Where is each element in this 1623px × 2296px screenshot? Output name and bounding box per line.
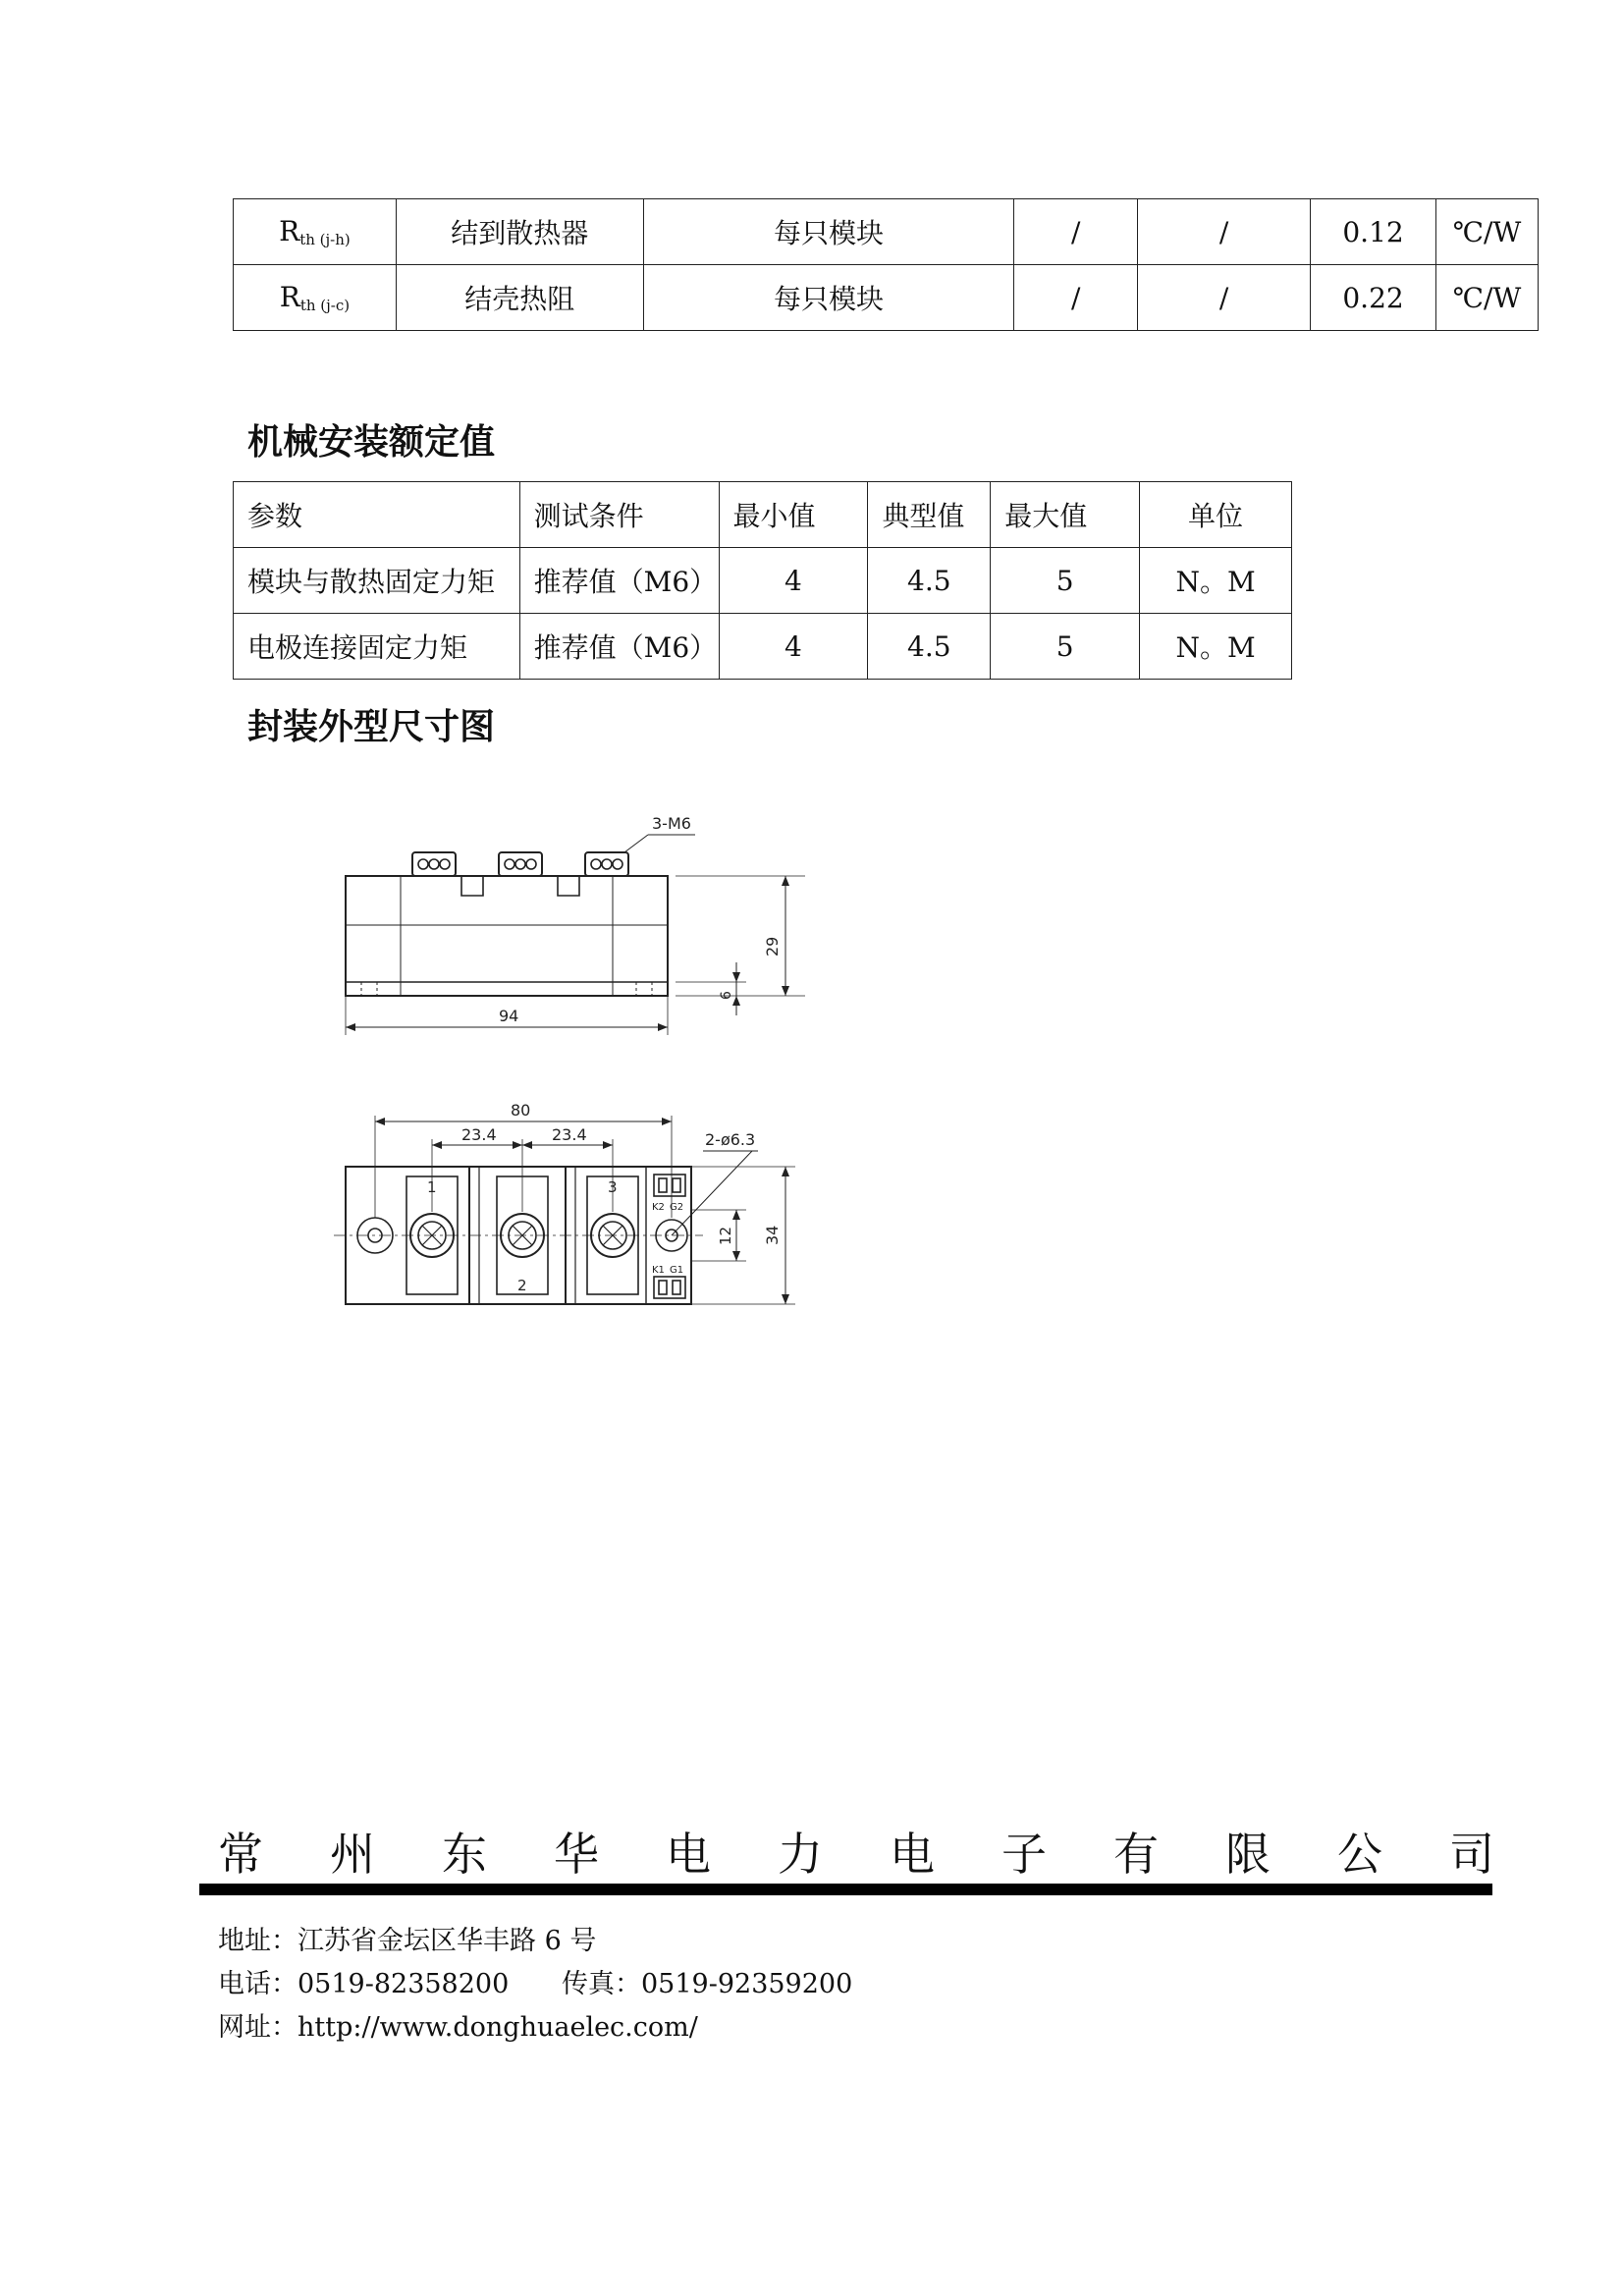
param-cell: 结到散热器 — [396, 199, 643, 265]
typ-cell: 4.5 — [868, 614, 991, 680]
width-label: 80 — [511, 1101, 531, 1120]
pitch-left-label: 23.4 — [461, 1125, 497, 1144]
typ-cell: 4.5 — [868, 548, 991, 614]
company-address: 地址：江苏省金坛区华丰路 6 号 — [218, 1926, 597, 1956]
condition-cell: 推荐值（M6） — [519, 614, 719, 680]
footer-divider — [199, 1884, 1492, 1895]
height-label: 29 — [763, 936, 782, 957]
param-cell: 模块与散热固定力矩 — [234, 548, 520, 614]
param-cell: 结壳热阻 — [396, 265, 643, 331]
table-row — [234, 614, 1292, 680]
max-cell: 0.12 — [1311, 199, 1436, 265]
min-cell: / — [1014, 265, 1138, 331]
typ-cell: / — [1138, 199, 1311, 265]
company-char: 州 — [330, 1828, 375, 1881]
company-char: 电 — [666, 1828, 711, 1881]
screw-terminal — [585, 852, 628, 876]
symbol-cell: Rth (j-h) — [234, 199, 397, 265]
unit-cell: ℃/W — [1436, 199, 1539, 265]
base-label: 6 — [719, 991, 734, 1000]
table-row — [234, 548, 1292, 614]
company-char: 电 — [890, 1828, 935, 1881]
max-cell: 5 — [991, 548, 1140, 614]
header-unit: 单位 — [1140, 482, 1292, 548]
condition-cell: 推荐值（M6） — [519, 548, 719, 614]
terminal-2-label: 2 — [517, 1277, 527, 1294]
symbol-cell: Rth (j-c) — [234, 265, 397, 331]
terminal-1-label: 1 — [427, 1178, 437, 1196]
aux-label-k2: K2 — [652, 1202, 665, 1213]
unit-cell: N。M — [1140, 548, 1292, 614]
typ-cell: / — [1138, 265, 1311, 331]
header-param: 参数 — [234, 482, 520, 548]
top-view — [334, 1101, 795, 1304]
screw-label: 3-M6 — [652, 814, 691, 833]
header-typ: 典型值 — [868, 482, 991, 548]
company-website: 网址：http://www.donghuaelec.com/ — [218, 2012, 698, 2043]
aux-label-g1: G1 — [670, 1265, 684, 1276]
condition-cell: 每只模块 — [643, 199, 1014, 265]
leader-line — [624, 835, 648, 852]
module-body — [346, 876, 668, 996]
hole-leader — [672, 1151, 752, 1235]
company-char: 子 — [1001, 1828, 1047, 1881]
mechanical-ratings-table — [233, 481, 1292, 680]
header-min: 最小值 — [719, 482, 868, 548]
side-view — [346, 814, 805, 1035]
max-cell: 0.22 — [1311, 265, 1436, 331]
company-fax: 传真：0519-92359200 — [562, 1969, 853, 1999]
company-char: 有 — [1113, 1828, 1159, 1881]
package-section-title: 封装外型尺寸图 — [247, 707, 496, 747]
screw-terminal — [412, 852, 456, 876]
table-header-row — [234, 482, 1292, 548]
terminal-3-label: 3 — [608, 1178, 618, 1196]
header-condition: 测试条件 — [519, 482, 719, 548]
min-cell: / — [1014, 199, 1138, 265]
min-cell: 4 — [719, 614, 868, 680]
length-label: 94 — [499, 1007, 519, 1025]
unit-cell: N。M — [1140, 614, 1292, 680]
table-row — [234, 265, 1539, 331]
pitch-right-label: 23.4 — [552, 1125, 587, 1144]
company-char: 公 — [1337, 1828, 1382, 1881]
aux-label-k1: K1 — [652, 1265, 665, 1276]
min-cell: 4 — [719, 548, 868, 614]
package-outline-drawing — [334, 805, 805, 1326]
depth-label: 34 — [763, 1225, 782, 1245]
company-phone: 电话：0519-82358200 — [218, 1969, 510, 1999]
company-name — [218, 1819, 1494, 1881]
mechanical-section-title: 机械安装额定值 — [247, 422, 496, 463]
aux-label-g2: G2 — [670, 1202, 684, 1213]
company-char: 司 — [1449, 1828, 1494, 1881]
unit-cell: ℃/W — [1436, 265, 1539, 331]
hole-label: 2-ø6.3 — [705, 1130, 756, 1149]
company-char: 限 — [1225, 1828, 1271, 1881]
top-notch-right — [558, 876, 579, 896]
screw-terminal — [499, 852, 542, 876]
max-cell: 5 — [991, 614, 1140, 680]
company-char: 东 — [442, 1828, 487, 1881]
top-notch-left — [461, 876, 483, 896]
header-max: 最大值 — [991, 482, 1140, 548]
table-row — [234, 199, 1539, 265]
company-char: 华 — [554, 1828, 599, 1881]
thermal-resistance-table — [233, 198, 1539, 331]
param-cell: 电极连接固定力矩 — [234, 614, 520, 680]
company-char: 力 — [778, 1828, 823, 1881]
inner-label: 12 — [717, 1226, 734, 1245]
condition-cell: 每只模块 — [643, 265, 1014, 331]
company-char: 常 — [218, 1828, 263, 1881]
